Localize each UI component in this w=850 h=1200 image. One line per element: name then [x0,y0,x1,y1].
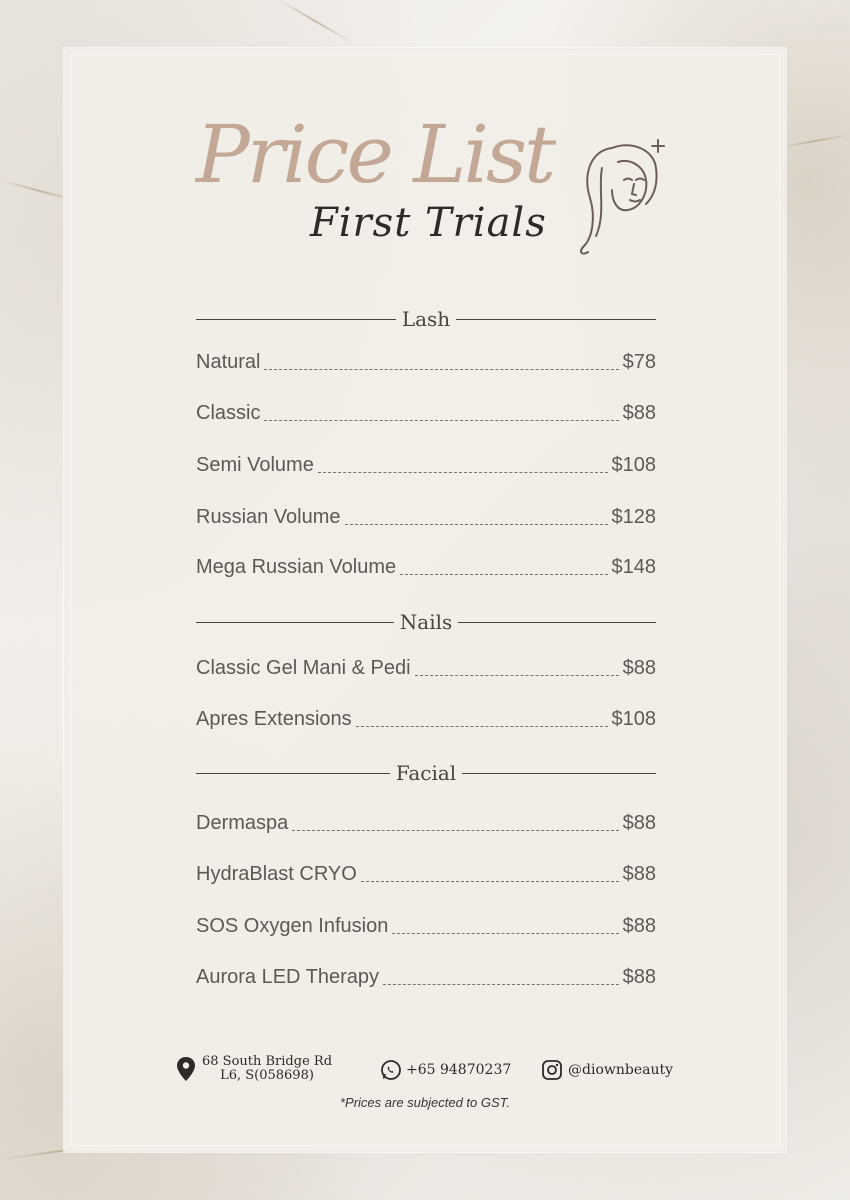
leader-dots [292,829,618,831]
service-name: Classic [196,402,261,424]
section-rule [458,622,656,623]
instagram-handle: @diownbeauty [568,1062,674,1078]
marble-vein [276,0,355,44]
service-price: $88 [622,966,656,988]
service-price: $88 [622,863,656,885]
price-row [196,652,656,680]
leader-dots [264,419,618,421]
service-name: Apres Extensions [196,708,352,730]
section-rule [196,319,396,320]
price-row [196,551,656,579]
leader-dots [345,523,608,525]
face-logo-icon [572,128,672,256]
section-rule [196,773,390,774]
service-name: Aurora LED Therapy [196,966,380,988]
leader-dots [356,725,608,727]
service-name: Natural [196,351,261,373]
address-line-2: L6, S(058698) [220,1068,314,1083]
service-name: Dermaspa [196,812,289,834]
footer-address [176,1055,332,1083]
leader-dots [361,880,619,882]
service-name: HydraBlast CRYO [196,863,357,885]
phone-text: +65 94870237 [406,1062,512,1078]
service-price: $108 [611,708,656,730]
price-row [196,397,656,425]
section-rule [462,773,656,774]
leader-dots [264,368,618,370]
page-title: Price List [196,108,554,201]
leader-dots [383,983,619,985]
gst-note: *Prices are subjected to GST. [339,1095,511,1110]
service-name: Mega Russian Volume [196,556,397,578]
service-price: $88 [622,657,656,679]
leader-dots [400,573,607,575]
section-label: Facial [395,761,457,785]
section-header-nails [196,610,656,634]
leader-dots [392,932,618,934]
service-price: $88 [622,812,656,834]
service-name: Semi Volume [196,454,314,476]
service-name: SOS Oxygen Infusion [196,915,389,937]
page-subtitle: First Trials [310,200,547,246]
service-price: $128 [611,506,656,528]
service-price: $88 [622,915,656,937]
leader-dots [415,674,619,676]
price-row [196,501,656,529]
section-label: Nails [399,610,453,634]
marble-vein [780,134,849,148]
address-text [202,1055,332,1083]
footer-instagram[interactable] [541,1059,673,1081]
section-header-facial [196,761,656,785]
section-label: Lash [401,307,451,331]
section-rule [196,622,394,623]
price-row [196,703,656,731]
service-price: $88 [622,402,656,424]
location-pin-icon [176,1056,196,1082]
price-row [196,807,656,835]
service-name: Classic Gel Mani & Pedi [196,657,411,679]
service-price: $148 [611,556,656,578]
price-row [196,910,656,938]
price-row [196,449,656,477]
address-line-1: 68 South Bridge Rd [202,1054,333,1069]
service-price: $108 [611,454,656,476]
service-name: Russian Volume [196,506,341,528]
price-row [196,858,656,886]
leader-dots [318,471,608,473]
section-rule [456,319,656,320]
instagram-icon [541,1059,563,1081]
price-row [196,346,656,374]
footer-phone[interactable] [380,1059,511,1081]
whatsapp-icon [380,1059,402,1081]
price-row [196,961,656,989]
service-price: $78 [622,351,656,373]
section-header-lash [196,307,656,331]
